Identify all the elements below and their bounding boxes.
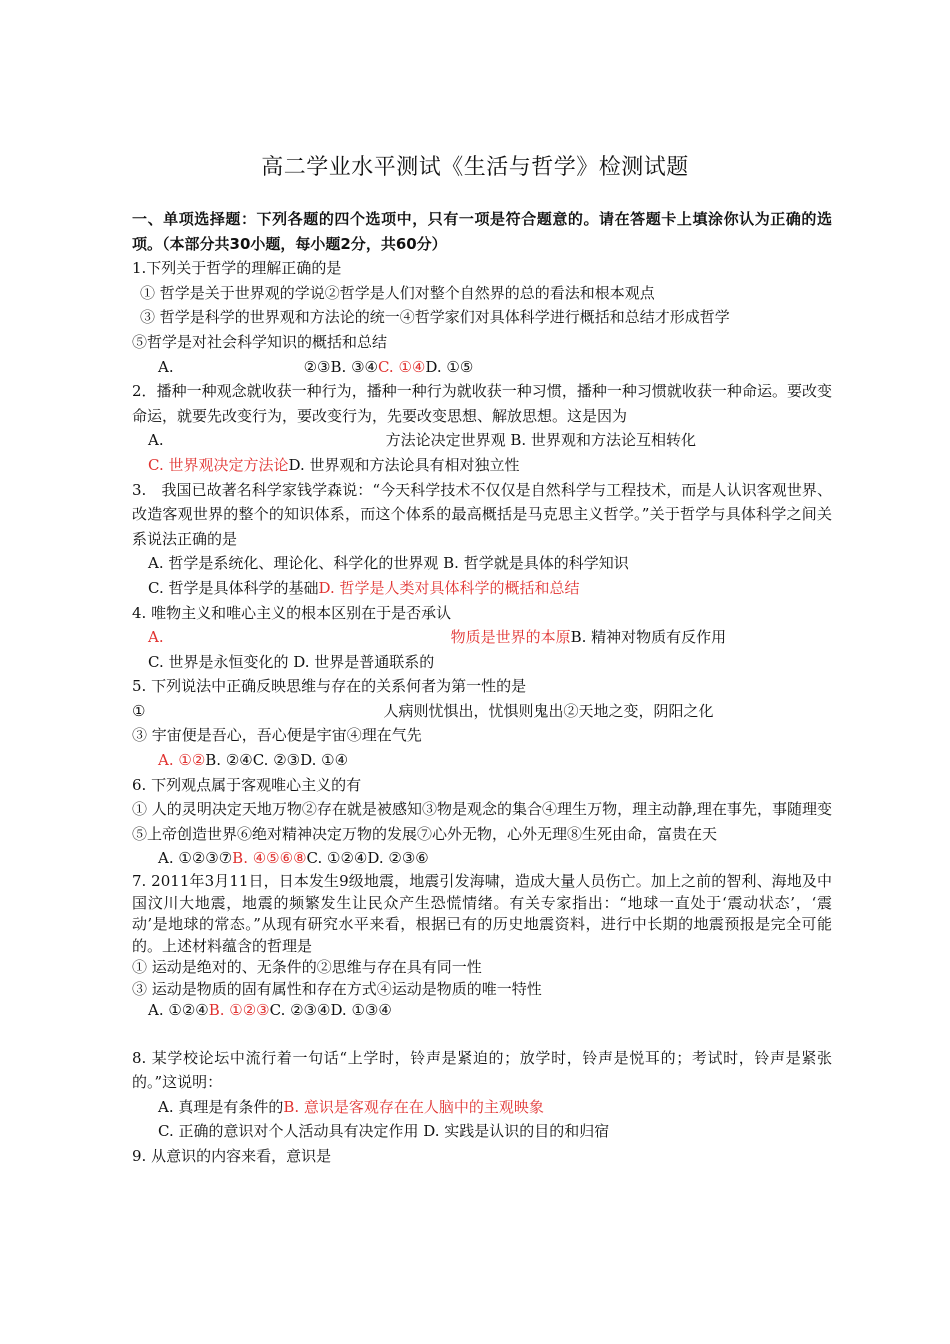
question-7-options <box>132 1000 832 1022</box>
question-3-options: A. 哲学是系统化、理论化、科学化的世界观 B. 哲学就是具体的科学知识 <box>148 554 629 573</box>
question-7-statement: ③ 运动是物质的固有属性和存在方式④运动是物质的唯一特性 <box>132 979 542 998</box>
option-a-label: A. <box>158 357 174 376</box>
question-4-stem: 4. 唯物主义和唯心主义的根本区别在于是否承认 <box>132 603 452 622</box>
exam-content <box>132 207 832 1169</box>
question-1-stem: 1.下列关于哲学的理解正确的是 <box>132 259 342 278</box>
option-text: ②③B. ③④ <box>303 357 378 376</box>
option-text: A. 真理是有条件的 <box>158 1097 284 1116</box>
question-2-options <box>132 453 832 478</box>
answer-option: B. ①②③ <box>208 1001 270 1020</box>
answer-option: B. 意识是客观存在在人脑中的主观映象 <box>283 1097 544 1116</box>
question-6-statement: ① 人的灵明决定天地万物②存在就是被感知③物是观念的集合④理生万物，理主动静,理在事先，事随理变⑤上帝创造世界⑥绝对精神决定万物的发展⑦心外无物，心外无理⑧生死由命，富贵在天 <box>132 800 832 843</box>
question-1-options <box>132 355 832 380</box>
section-heading: 一、单项选择题：下列各题的四个选项中，只有一项是符合题意的。请在答题卡上填涂你认为正确的选项。（本部分共30小题，每小题2分，共60分） <box>132 210 832 253</box>
question-8-stem: 8. 某学校论坛中流行着一句话“上学时，铃声是紧迫的；放学时，铃声是悦耳的；考试时，铃声是紧张的。”这说明： <box>132 1048 832 1092</box>
option-text: 方法论决定世界观 B. 世界观和方法论互相转化 <box>385 431 696 450</box>
question-5-statement: ③ 宇宙便是吾心，吾心便是宇宙④理在气先 <box>132 726 422 745</box>
question-9-stem: 9. 从意识的内容来看，意识是 <box>132 1146 332 1165</box>
question-4-options: C. 世界是永恒变化的 D. 世界是普通联系的 <box>148 652 435 671</box>
option-text: B. ②④C. ②③D. ①④ <box>205 751 349 770</box>
question-5-statement: ① 人病则忧惧出，忧惧则鬼出②天地之变，阴阳之化 <box>132 701 714 720</box>
question-3-stem: 3. 我国已故著名科学家钱学森说：“今天科学技术不仅仅是自然科学与工程技术，而是人认识客观世界、改造客观世界的整个的知识体系，而这个体系的最高概括是马克思主义哲学。”关于哲学与具体科学之间关系说法正确的是 <box>132 480 832 548</box>
option-text: C. ②③④D. ①③④ <box>269 1001 392 1020</box>
answer-option: D. 哲学是人类对具体科学的概括和总结 <box>318 578 580 597</box>
question-7-statement: ① 运动是绝对的、无条件的②思维与存在具有同一性 <box>132 958 482 977</box>
answer-option: A. ①② <box>158 751 206 770</box>
question-8-options <box>132 1095 832 1120</box>
question-2-stem: 2．播种一种观念就收获一种行为，播种一种行为就收获一种习惯，播种一种习惯就收获一种命运。要改变命运，就要先改变行为，要改变行为，先要改变思想、解放思想。这是因为 <box>132 382 832 425</box>
question-1-statement: ① 哲学是关于世界观的学说②哲学是人们对整个自然界的总的看法和根本观点 <box>140 283 655 302</box>
option-text: C. ①②④D. ②③⑥ <box>306 849 429 868</box>
answer-option: 物质是世界的本原 <box>450 628 571 647</box>
option-text: D. 世界观和方法论具有相对独立性 <box>288 455 520 474</box>
option-text: A. ①②④ <box>148 1001 209 1020</box>
option-a-label: A. <box>148 431 164 450</box>
question-6-stem: 6. 下列观点属于客观唯心主义的有 <box>132 775 362 794</box>
page-title: 高二学业水平测试《生活与哲学》检测试题 <box>261 155 689 180</box>
answer-option: B. ④⑤⑥⑧ <box>232 849 307 868</box>
answer-option: C. 世界观决定方法论 <box>148 455 289 474</box>
question-4-options <box>132 625 832 650</box>
question-3-options <box>132 576 832 601</box>
option-text: A. ①②③⑦ <box>158 849 233 868</box>
option-text: C. 哲学是具体科学的基础 <box>148 578 319 597</box>
option-text: D. ①⑤ <box>425 357 474 376</box>
question-7-stem: 7. 2011年3月11日，日本发生9级地震，地震引发海啸，造成大量人员伤亡。加上之前的智利、海地及中国汶川大地震，地震的频繁发生让民众产生恐慌情绪。有关专家指出：“地球一直处于‘震动状态’，‘震动’是地球的常态。”从现有研究水平来看，根据已有的历史地震资料，进行中长期的地震预报是完全可能的。上述材料蕴含的哲理是 <box>132 872 832 955</box>
question-8-options: C. 正确的意识对个人活动具有决定作用 D. 实践是认识的目的和归宿 <box>158 1122 610 1141</box>
question-1-statement: ⑤哲学是对社会科学知识的概括和总结 <box>132 332 388 351</box>
question-2-options <box>132 428 832 453</box>
question-5-options <box>132 748 832 773</box>
question-6-options <box>132 846 832 871</box>
question-5-stem: 5. 下列说法中正确反映思维与存在的关系何者为第一性的是 <box>132 677 527 696</box>
answer-option: C. ①④ <box>377 357 426 376</box>
answer-option-label: A. <box>148 628 164 647</box>
option-text: B. 精神对物质有反作用 <box>570 628 727 647</box>
question-1-statement: ③ 哲学是科学的世界观和方法论的统一④哲学家们对具体科学进行概括和总结才形成哲学 <box>140 308 730 327</box>
